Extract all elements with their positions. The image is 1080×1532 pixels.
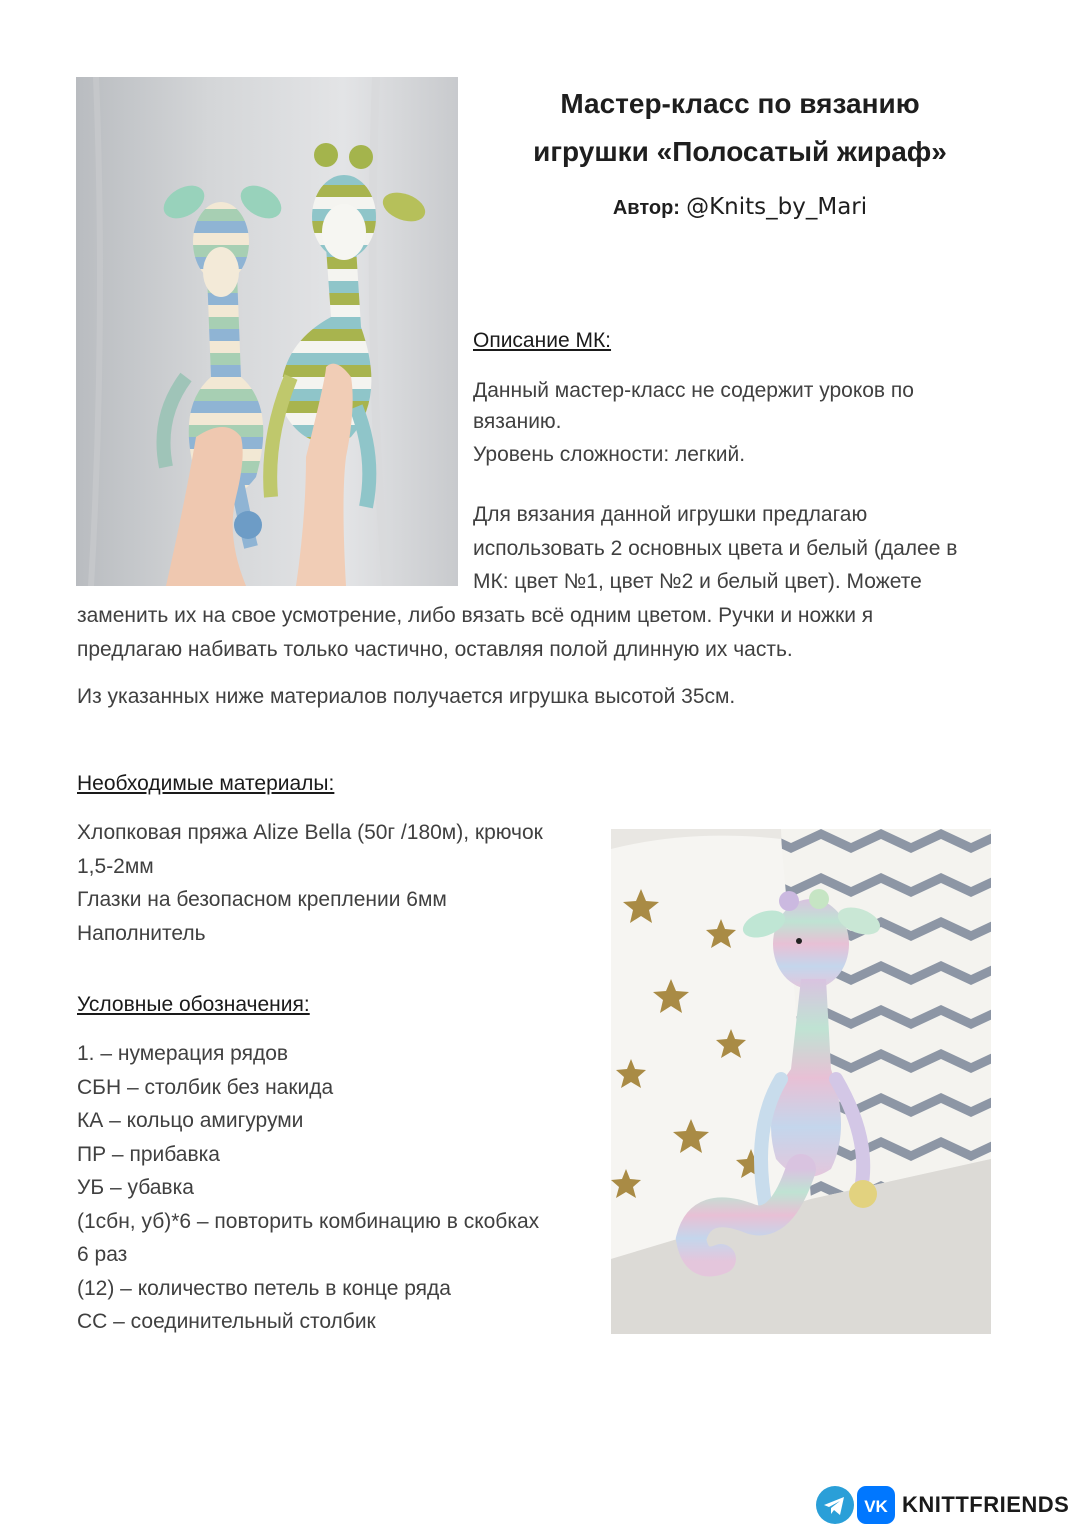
description-text <box>473 374 914 472</box>
materials-heading: Необходимые материалы: <box>77 772 335 795</box>
footer-brand <box>810 1483 1080 1527</box>
colors-text-full <box>77 599 873 666</box>
legend-line: СС – соединительный столбик <box>77 1310 376 1333</box>
brand-name: KNITTFRIENDS <box>902 1492 1070 1517</box>
telegram-icon[interactable] <box>816 1486 854 1524</box>
author-label: Автор: <box>612 197 680 219</box>
materials-list <box>77 816 543 950</box>
description-line: Уровень сложности: легкий. <box>473 443 746 466</box>
legend-list <box>77 1037 539 1339</box>
materials-line: Хлопковая пряжа Alize Bella (50г /180м), крючок <box>77 821 543 844</box>
page-title <box>470 80 1010 176</box>
colors-line: предлагаю набивать только частично, оставляя полой длинную их часть. <box>77 637 793 661</box>
materials-line: Наполнитель <box>77 921 206 945</box>
colors-line: Для вязания данной игрушки предлагаю <box>473 503 868 526</box>
description-line: вязанию. <box>473 409 562 433</box>
legend-line: ПР – прибавка <box>77 1142 220 1166</box>
description-heading: Описание МК: <box>473 329 612 352</box>
title-line-1: Мастер-класс по вязанию <box>560 88 920 119</box>
author-handle: @Knits_by_Mari <box>686 194 868 220</box>
colors-line: заменить их на свое усмотрение, либо вязать всё одним цветом. Ручки и ножки я <box>77 604 874 627</box>
legend-line: (1сбн, уб)*6 – повторить комбинацию в скобках <box>77 1209 540 1233</box>
photo-pastel-giraffe <box>611 829 991 1334</box>
legend-heading: Условные обозначения: <box>77 993 310 1016</box>
colors-line: использовать 2 основных цвета и белый (далее в <box>473 536 958 560</box>
materials-line: 1,5-2мм <box>77 854 154 878</box>
legend-line: УБ – убавка <box>77 1176 194 1199</box>
vk-icon[interactable] <box>857 1486 895 1524</box>
colors-line: МК: цвет №1, цвет №2 и белый цвет). Можете <box>473 570 922 593</box>
materials-line: Глазки на безопасном креплении 6мм <box>77 888 447 911</box>
legend-line: (12) – количество петель в конце ряда <box>77 1276 451 1300</box>
legend-line: 1. – нумерация рядов <box>77 1042 289 1065</box>
description-line: Данный мастер-класс не содержит уроков по <box>473 379 914 402</box>
title-line-2: игрушки «Полосатый жираф» <box>533 136 947 167</box>
legend-line: СБН – столбик без накида <box>77 1075 334 1099</box>
colors-text <box>473 498 957 599</box>
author-line <box>470 194 1010 220</box>
legend-line: КА – кольцо амигуруми <box>77 1109 304 1132</box>
legend-line: 6 раз <box>77 1243 128 1266</box>
svg-text:VK: VK <box>864 1497 888 1516</box>
height-note: Из указанных ниже материалов получается игрушка высотой 35см. <box>77 685 736 708</box>
photo-two-giraffes <box>76 77 458 586</box>
